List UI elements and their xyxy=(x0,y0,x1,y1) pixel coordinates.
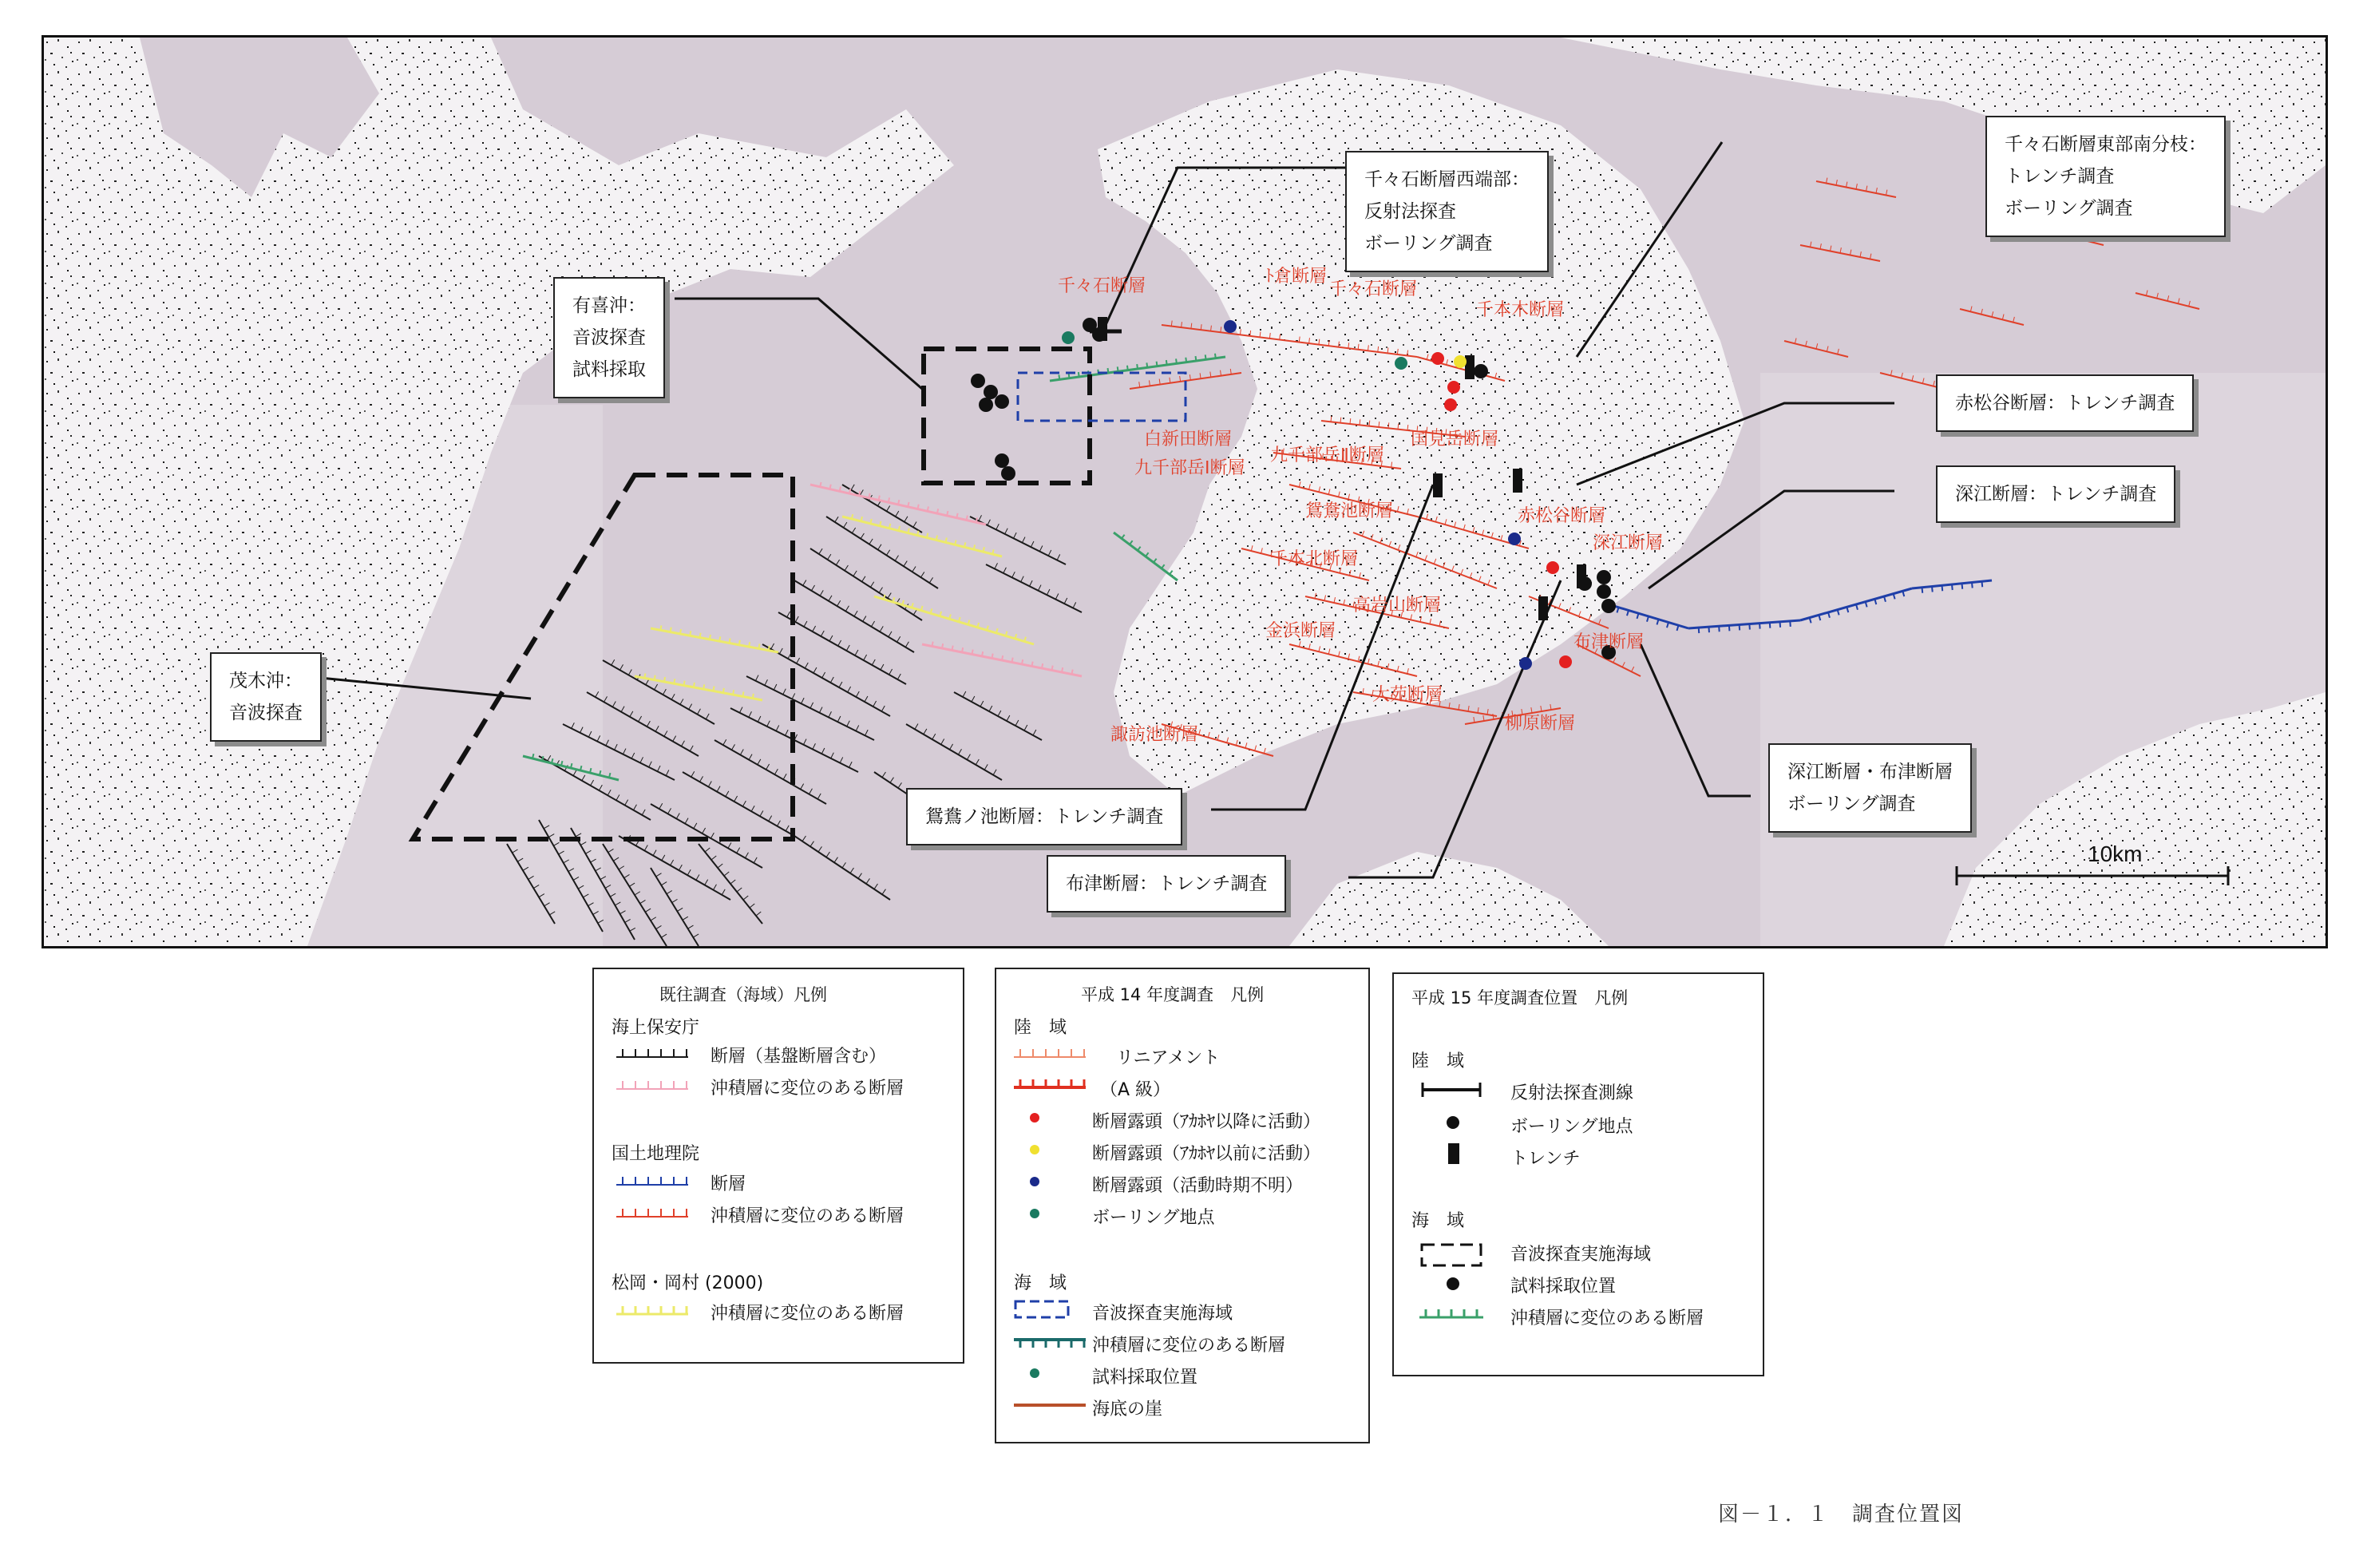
callout-line: 試料採取 xyxy=(572,359,646,380)
red-thick-tick-line-icon xyxy=(1014,1076,1086,1092)
label-yanagihara: 柳原断層 xyxy=(1505,713,1576,733)
callout-ariake xyxy=(553,277,665,398)
callout-fukae xyxy=(1936,465,2175,523)
boring-teal-dot xyxy=(1395,357,1407,370)
red-dot-icon xyxy=(1028,1111,1041,1124)
salmon-tick-line-icon xyxy=(1014,1046,1086,1062)
outcrop-navy-dot xyxy=(1508,533,1521,545)
legend-group-head: 陸 域 xyxy=(1014,1018,1067,1038)
legend-group-head: 海 域 xyxy=(1411,1211,1465,1231)
legend-label: トレンチ xyxy=(1510,1149,1581,1169)
black-dashed-rect-icon xyxy=(1419,1242,1483,1268)
red-tick-line-icon xyxy=(616,1206,688,1222)
callout-line: 有喜沖： xyxy=(572,295,646,316)
legend-group-head: 国土地理院 xyxy=(612,1144,700,1164)
label-kusenbudake2: 九千部岳Ⅱ断層 xyxy=(1270,445,1384,465)
callout-chijiwa-west xyxy=(1345,151,1549,272)
legend-label: 音波探査実施海域 xyxy=(1510,1245,1652,1265)
legend-title: 平成 15 年度調査位置 凡例 xyxy=(1411,988,1629,1008)
label-tenguyama: 高岩山断層 xyxy=(1353,595,1442,615)
outcrop-red-dot xyxy=(1444,398,1457,411)
teal-tick-line-icon xyxy=(1014,1333,1086,1349)
borehole-marker xyxy=(971,374,985,388)
label-akamatsudani: 赤松谷断層 xyxy=(1518,505,1606,525)
label-kunimidake: 国見岳断層 xyxy=(1411,429,1499,449)
callout-line: 反射法探査 xyxy=(1364,201,1456,222)
callout-akamatsudani xyxy=(1936,374,2194,432)
label-kurasake: ﾄ倉断層 xyxy=(1265,266,1328,286)
figure-caption: 図－１．１ 調査位置図 xyxy=(1718,1503,1965,1526)
label-suwanoike: 諏訪池断層 xyxy=(1110,724,1199,744)
borehole-marker xyxy=(1474,364,1488,378)
callout-line: 赤松谷断層：トレンチ調査 xyxy=(1955,393,2175,414)
callout-line: 音波探査 xyxy=(229,703,303,723)
callout-line: 千々石断層東部南分枝： xyxy=(2005,134,2207,155)
callout-funotsu xyxy=(1047,855,1286,913)
trench-marker xyxy=(1433,473,1443,497)
legend-label: 断層露頭（ｱｶﾎﾔ以降に活動） xyxy=(1092,1112,1321,1132)
label-shirashinden: 白新田断層 xyxy=(1144,429,1233,449)
legend-label: 試料採取位置 xyxy=(1092,1368,1198,1388)
borehole-marker xyxy=(1601,599,1616,613)
callout-line: 深江断層・布津断層 xyxy=(1787,762,1953,782)
callout-oshidorinoike xyxy=(906,788,1182,845)
label-chijiwa: 千々石断層 xyxy=(1058,275,1146,295)
black-dot-icon xyxy=(1445,1115,1461,1130)
legend-label: 沖積層に変位のある断層 xyxy=(1510,1309,1704,1328)
callout-line: 音波探査 xyxy=(572,327,646,348)
legend-label: 沖積層に変位のある断層 xyxy=(711,1206,904,1226)
legend-label: ボーリング地点 xyxy=(1092,1208,1215,1228)
legend-label: 断層 xyxy=(711,1174,746,1194)
label-naru: 鴛鴦池断層 xyxy=(1305,501,1394,521)
blue-tick-line-icon xyxy=(616,1174,688,1190)
label-funotsu: 布津断層 xyxy=(1573,632,1645,651)
callout-fukae-funotsu xyxy=(1768,743,1972,833)
trench-marker xyxy=(1538,596,1548,620)
outcrop-navy-dot xyxy=(1519,657,1532,670)
label-kinunodake: 金浜断層 xyxy=(1265,620,1336,640)
callout-line: ボーリング調査 xyxy=(2005,198,2133,219)
yellow-dot-icon xyxy=(1028,1143,1041,1156)
legend-label: 音波探査実施海域 xyxy=(1092,1304,1233,1324)
callout-line: トレンチ調査 xyxy=(2005,166,2115,187)
legend-label: 海底の崖 xyxy=(1092,1400,1163,1420)
trench-block-icon xyxy=(1447,1142,1461,1166)
legend-h15-survey xyxy=(1392,972,1764,1376)
callout-mogi xyxy=(210,652,322,742)
legend-label: ボーリング地点 xyxy=(1510,1117,1633,1137)
callout-line: 鴛鴦ノ池断層：トレンチ調査 xyxy=(925,806,1164,827)
scale-bar-label: 10km xyxy=(2088,841,2143,866)
legend-label: 断層露頭（ｱｶﾎﾔ以前に活動） xyxy=(1092,1144,1321,1164)
black-dot-icon xyxy=(1445,1276,1461,1292)
callout-line: ボーリング調査 xyxy=(1787,794,1916,814)
legend-label: 断層露頭（活動時期不明） xyxy=(1092,1176,1304,1196)
borehole-marker xyxy=(984,385,998,399)
legend-group-head: 海上保安庁 xyxy=(612,1018,700,1038)
teal-dot-icon xyxy=(1028,1367,1041,1380)
legend-h14-survey xyxy=(995,968,1370,1443)
pink-tick-line-icon xyxy=(616,1078,688,1094)
callout-line: 深江断層：トレンチ調査 xyxy=(1955,484,2157,505)
legend-label: 沖積層に変位のある断層 xyxy=(711,1304,904,1324)
trench-marker xyxy=(1513,469,1522,493)
callout-chijiwa-east xyxy=(1985,116,2226,237)
legend-label: 沖積層に変位のある断層 xyxy=(711,1079,904,1099)
label-fukae: 深江断層 xyxy=(1593,533,1664,552)
trench-marker xyxy=(1465,355,1475,379)
legend-label: 試料採取位置 xyxy=(1510,1277,1617,1297)
callout-line: 茂木沖： xyxy=(229,671,303,691)
outcrop-red-dot xyxy=(1431,352,1444,365)
borehole-marker xyxy=(995,394,1009,409)
borehole-marker xyxy=(1577,576,1592,591)
legend-label: リニアメント xyxy=(1116,1048,1221,1068)
blue-dashed-rect-icon xyxy=(1014,1300,1070,1319)
legend-title: 既往調査（海域）凡例 xyxy=(659,985,827,1004)
borehole-marker xyxy=(995,453,1009,468)
legend-label: 反射法探査測線 xyxy=(1510,1083,1634,1103)
callout-line: ボーリング調査 xyxy=(1364,233,1493,254)
legend-label: 断層（基盤断層含む） xyxy=(711,1047,887,1067)
callout-line: 布津断層：トレンチ調査 xyxy=(1066,873,1268,894)
borehole-marker xyxy=(1597,570,1611,584)
label-chijiwa2: 千々石断層 xyxy=(1329,279,1418,299)
legend-previous-surveys xyxy=(592,968,964,1364)
outcrop-red-dot xyxy=(1559,655,1572,668)
map-frame xyxy=(42,35,2328,948)
legend-label: 沖積層に変位のある断層 xyxy=(1092,1336,1286,1356)
callout-line: 千々石断層西端部： xyxy=(1364,169,1530,190)
outcrop-yellow-dot xyxy=(1454,355,1467,368)
legend-group-head: 松岡・岡村 (2000) xyxy=(612,1273,764,1293)
brown-line-icon xyxy=(1014,1400,1086,1410)
outcrop-red-dot xyxy=(1447,381,1460,394)
label-kusenbudake1: 九千部岳Ⅰ断層 xyxy=(1134,457,1245,477)
legend-group-head: 海 域 xyxy=(1014,1273,1067,1293)
borehole-marker xyxy=(1001,466,1015,481)
borehole-marker xyxy=(1092,327,1106,342)
green-tick-line-icon xyxy=(1419,1308,1483,1324)
borehole-marker xyxy=(979,398,993,412)
black-tick-line-icon xyxy=(616,1046,688,1062)
outcrop-navy-dot xyxy=(1224,320,1237,333)
legend-group-head: 陸 域 xyxy=(1411,1051,1465,1071)
label-ounozaki: 大苑断層 xyxy=(1372,684,1443,704)
label-senbonki: 千本木断層 xyxy=(1476,299,1565,319)
outcrop-red-dot xyxy=(1546,561,1559,574)
yellow-tick-line-icon xyxy=(616,1303,688,1319)
label-kosenbudake: 千本北断層 xyxy=(1270,548,1359,568)
legend-label: （A 級） xyxy=(1100,1080,1171,1100)
seismic-line-icon xyxy=(1419,1081,1483,1099)
boring-teal-dot xyxy=(1062,331,1075,344)
borehole-marker xyxy=(1597,584,1611,599)
navy-dot-icon xyxy=(1028,1175,1041,1188)
teal-dot-icon xyxy=(1028,1207,1041,1220)
legend-title: 平成 14 年度調査 凡例 xyxy=(1081,985,1265,1004)
